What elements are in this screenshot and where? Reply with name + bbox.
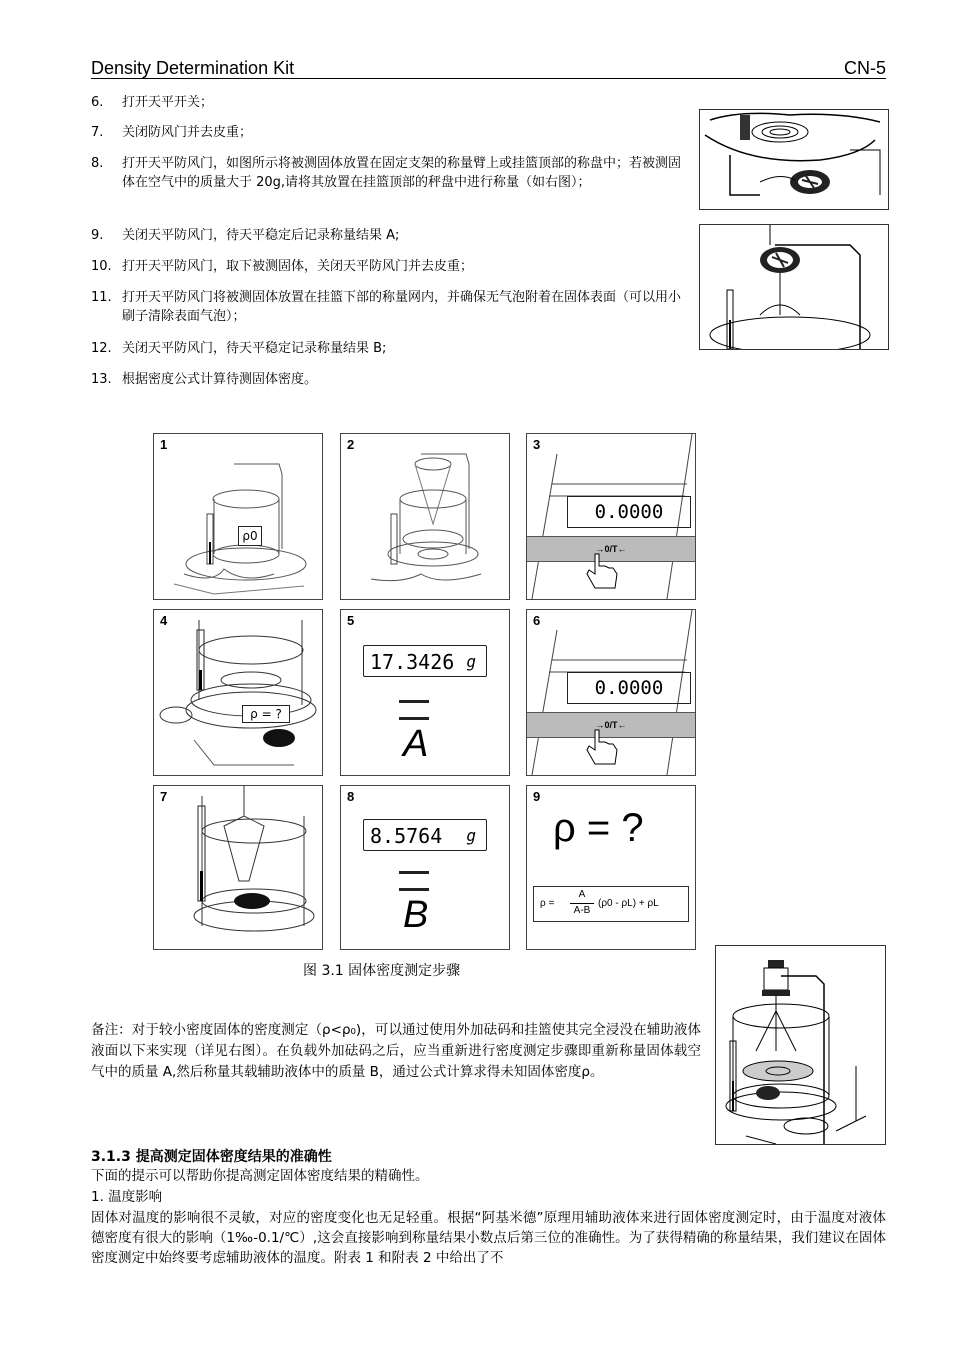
step-number: 7. (91, 125, 104, 140)
step-text: 关闭防风门并去皮重； (122, 125, 253, 140)
equals-sign (399, 871, 429, 891)
formula-numerator: A (578, 889, 586, 900)
density-label: ρ0 (238, 526, 262, 546)
step-number: 10. (91, 259, 112, 274)
weight-unit: g (466, 652, 476, 671)
formula-denominator: A-B (573, 905, 591, 916)
weight-unit: g (466, 826, 476, 845)
step-number: 6. (91, 95, 104, 110)
grid-cell-7 (153, 785, 323, 950)
grid-cell-6 (526, 609, 696, 776)
tare-button: →0/T← (527, 712, 695, 738)
intro-text: 下面的提示可以帮助你提高测定固体密度结果的精确性。 (91, 1168, 429, 1184)
step-13 (91, 370, 686, 389)
step-number: 8. (91, 156, 104, 171)
step-text: 打开天平防风门，取下被测固体，关闭天平防风门并去皮重； (122, 259, 474, 274)
grid-cell-8 (340, 785, 510, 950)
page-number: CN-5 (843, 58, 886, 78)
step-8 (91, 154, 686, 192)
balance-display: 0.0000 (567, 672, 691, 704)
step-number: 11. (91, 290, 112, 305)
step-text: 打开天平开关； (122, 95, 214, 110)
grid-cell-9 (526, 785, 696, 950)
weight-value: 17.3426 (370, 650, 455, 674)
step-text: 关闭天平防风门，待天平稳定记录称量结果 B; (122, 341, 387, 356)
weight-value: 8.5764 (370, 824, 443, 848)
weight-display-a (363, 645, 487, 677)
note-paragraph: 备注：对于较小密度固体的密度测定（ρ<ρ₀)，可以通过使用外加砝码和挂篮使其完全浸没在辅助液体液面以下来实现（详见右图）。在负载外加砝码之后，应当重新进行密度测定步骤即重新称量固体载空气中的质量 A,然后称量其载辅助液体中的质量 B，通过公式计算求得未知固体密度ρ。 (91, 1022, 701, 1080)
basket-illustration (699, 224, 889, 350)
step-9 (91, 226, 686, 245)
step-6 (91, 93, 686, 112)
cell-number: 1 (160, 437, 168, 452)
list-item-temperature: 1. 温度影响 (91, 1189, 163, 1205)
step-11 (91, 288, 686, 326)
page-header (91, 58, 886, 79)
tare-button: →0/T← (527, 536, 695, 562)
weighted-basket-illustration (715, 945, 886, 1145)
cell-number: 6 (533, 613, 541, 628)
pointing-hand-icon (583, 728, 623, 768)
document-title: Density Determination Kit (91, 58, 295, 78)
step-text: 根据密度公式计算待测固体密度。 (122, 372, 318, 387)
step-number: 9. (91, 228, 104, 243)
cell-number: 7 (160, 789, 168, 804)
equals-sign (399, 700, 429, 720)
balance-top-illustration (699, 109, 889, 210)
step-7 (91, 123, 686, 142)
step-number: 12. (91, 341, 112, 356)
step-text: 打开天平防风门，如图所示将被测固体放置在固定支架的称量臂上或挂篮顶部的称盘中；若被测固体在空气中的质量大于 20g,请将其放置在挂篮顶部的秤盘中进行称量（如右图）； (122, 156, 682, 190)
grid-cell-1 (153, 433, 323, 600)
cell-number: 2 (347, 437, 355, 452)
grid-cell-4 (153, 609, 323, 776)
pointing-hand-icon (583, 552, 623, 592)
weight-display-b (363, 819, 487, 851)
grid-cell-3 (526, 433, 696, 600)
density-question: ρ = ? (553, 806, 644, 850)
body-paragraph: 固体对温度的影响很不灵敏，对应的密度变化也无足轻重。根据“阿基米德”原理用辅助液体来进行固体密度测定时，由于温度对液体德密度有很大的影响（1‰-0.1/℃）,这会直接影响到称量结果小数点后第三位的准确性。为了获得精确的称量结果，我们建议在固体密度测定中始终要考虑辅助液体的温度。附表 1 和附表 2 中给出了不 (91, 1210, 886, 1266)
cell-number: 4 (160, 613, 168, 628)
cell-number: 8 (347, 789, 355, 804)
section-heading: 3.1.3 提高测定固体密度结果的准确性 (91, 1149, 332, 1165)
grid-cell-2 (340, 433, 510, 600)
fraction-bar (570, 903, 594, 904)
formula-lhs: ρ = (540, 898, 555, 909)
cell-number: 3 (533, 437, 541, 452)
step-text: 关闭天平防风门，待天平稳定后记录称量结果 A; (122, 228, 400, 243)
balance-display: 0.0000 (567, 496, 691, 528)
result-letter-a: A (403, 723, 429, 765)
cell-number: 5 (347, 613, 355, 628)
cell-number: 9 (533, 789, 541, 804)
result-letter-b: B (403, 894, 429, 936)
step-number: 13. (91, 372, 112, 387)
density-formula (533, 886, 689, 922)
unknown-density-label: ρ = ? (242, 705, 290, 723)
step-text: 打开天平防风门将被测固体放置在挂篮下部的称量网内，并确保无气泡附着在固体表面（可以用小刷子清除表面气泡）； (122, 290, 682, 324)
grid-cell-5 (340, 609, 510, 776)
step-12 (91, 339, 686, 358)
step-10 (91, 257, 686, 276)
formula-rhs: (ρ0 - ρL) + ρL (598, 898, 659, 909)
figure-caption: 图 3.1 固体密度测定步骤 (303, 963, 461, 979)
